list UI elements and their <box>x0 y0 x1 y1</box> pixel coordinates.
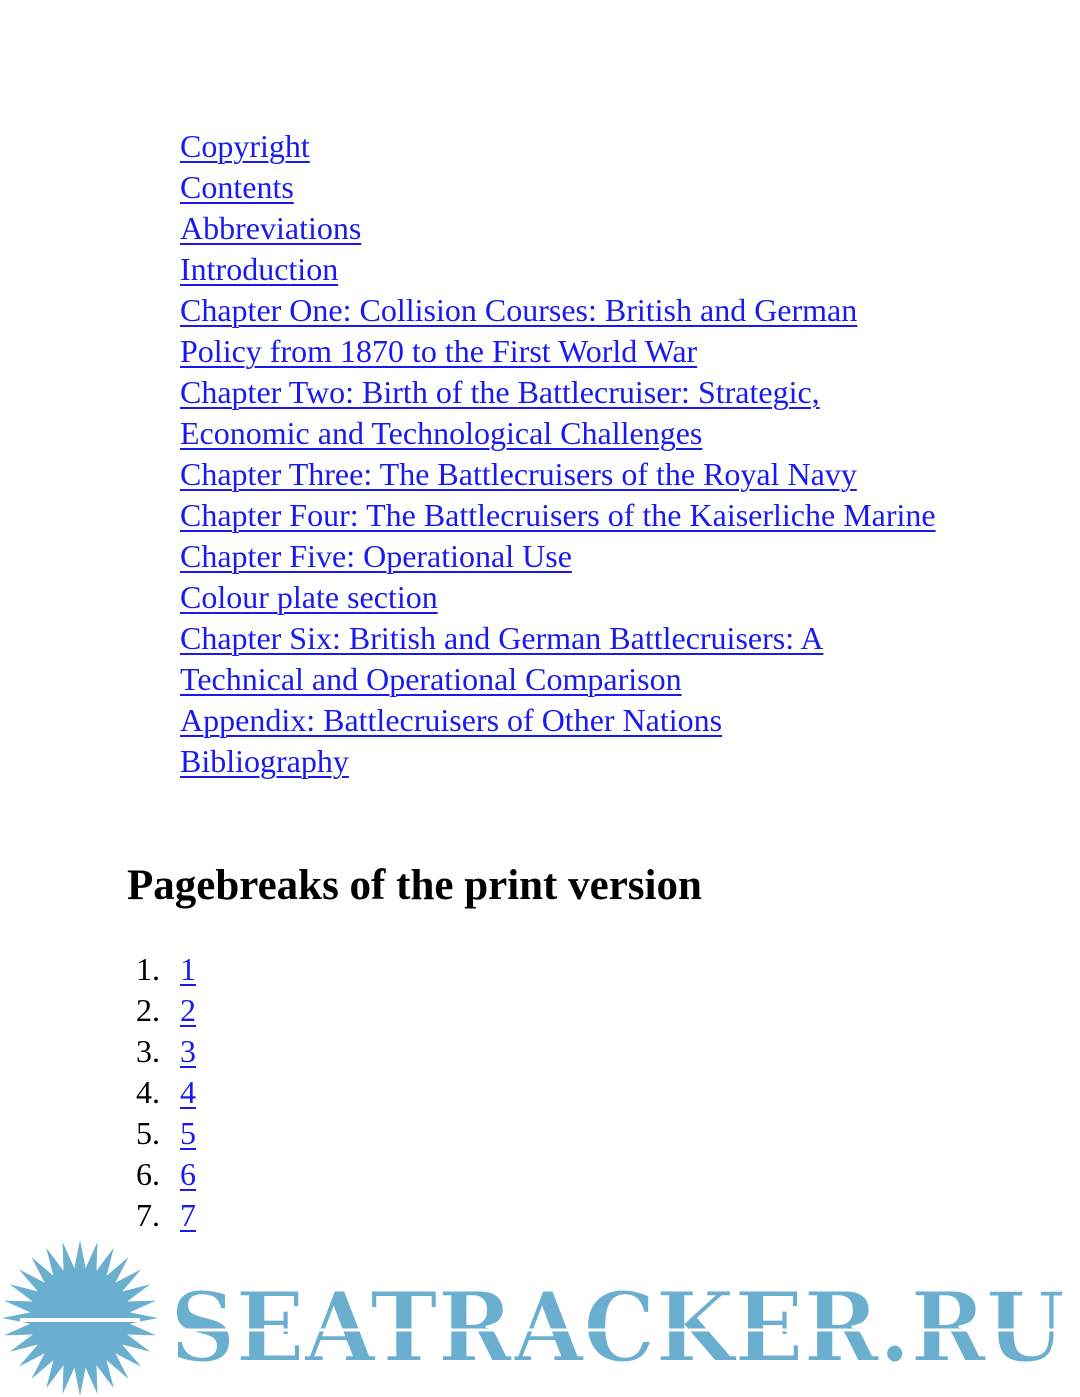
list-number: 2. <box>136 992 160 1028</box>
toc-link-chapter-one[interactable]: Chapter One: Collision Courses: British and German Policy from 1870 to the First World War <box>180 292 858 369</box>
list-item <box>128 1072 196 1113</box>
pagebreak-link-3[interactable]: 3 <box>180 1033 196 1069</box>
toc-link-copyright[interactable]: Copyright <box>180 128 310 164</box>
toc-link-contents[interactable]: Contents <box>180 169 294 205</box>
list-item <box>128 1031 196 1072</box>
toc-link-appendix[interactable]: Appendix: Battlecruisers of Other Nations <box>180 702 723 738</box>
toc-link-chapter-three[interactable]: Chapter Three: The Battlecruisers of the Royal Navy <box>180 456 857 492</box>
list-number: 7. <box>136 1197 160 1233</box>
list-item <box>128 1113 196 1154</box>
pagebreaks-list <box>128 949 196 1236</box>
toc-link-abbreviations[interactable]: Abbreviations <box>180 210 362 246</box>
list-number: 3. <box>136 1033 160 1069</box>
list-item <box>128 1195 196 1236</box>
pagebreak-link-6[interactable]: 6 <box>180 1156 196 1192</box>
watermark-text: SEATRACKER.RU <box>170 1271 1065 1384</box>
pagebreaks-heading: Pagebreaks of the print version <box>127 862 702 909</box>
toc-link-chapter-six[interactable]: Chapter Six: British and German Battlecruisers: A Technical and Operational Comparison <box>180 620 824 697</box>
pagebreak-link-2[interactable]: 2 <box>180 992 196 1028</box>
list-item <box>128 1154 196 1195</box>
list-item <box>128 990 196 1031</box>
sun-logo-icon <box>2 1240 158 1396</box>
list-number: 1. <box>136 951 160 987</box>
toc-link-colour-plates[interactable]: Colour plate section <box>180 579 438 615</box>
toc-link-chapter-four[interactable]: Chapter Four: The Battlecruisers of the Kaiserliche Marine <box>180 497 936 533</box>
pagebreak-link-4[interactable]: 4 <box>180 1074 196 1110</box>
list-number: 5. <box>136 1115 160 1151</box>
seatracker-watermark <box>0 1238 1080 1397</box>
toc-link-bibliography[interactable]: Bibliography <box>180 743 349 779</box>
pagebreak-link-1[interactable]: 1 <box>180 951 196 987</box>
table-of-contents <box>180 126 940 782</box>
list-number: 6. <box>136 1156 160 1192</box>
list-number: 4. <box>136 1074 160 1110</box>
pagebreak-link-7[interactable]: 7 <box>180 1197 196 1233</box>
toc-link-chapter-two[interactable]: Chapter Two: Birth of the Battlecruiser: Strategic, Economic and Technological Challenges <box>180 374 820 451</box>
toc-link-chapter-five[interactable]: Chapter Five: Operational Use <box>180 538 572 574</box>
list-item <box>128 949 196 990</box>
pagebreak-link-5[interactable]: 5 <box>180 1115 196 1151</box>
toc-link-introduction[interactable]: Introduction <box>180 251 339 287</box>
